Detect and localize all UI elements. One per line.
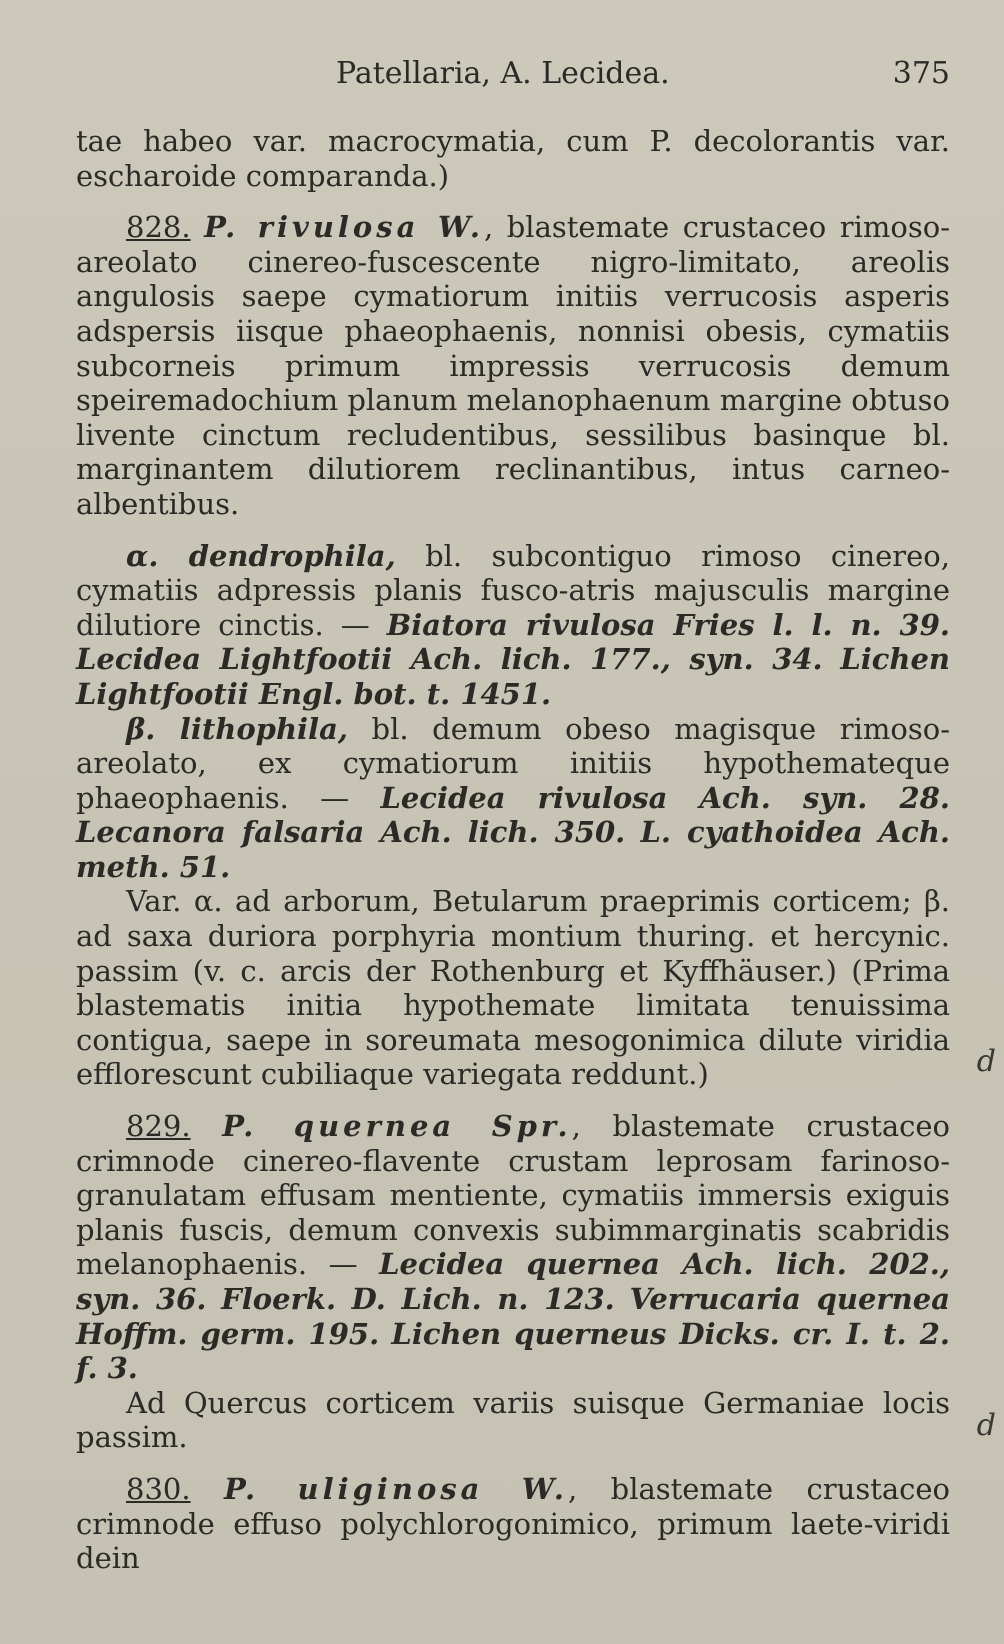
habitat-note: Var. α. ad arborum, Betularum praeprimis corticem; β. ad saxa duriora porphyria montium thuring. et hercynic. passim (v. c. arcis der Rothenburg et Kyffhäuser.) (Prima blastematis initia hypothemate limitata tenuissima contigua, saepe in soreumata mesogonimica dilute viridia efflorescunt cubiliaque variegata reddunt.) [76, 884, 950, 1092]
entry-830 [76, 1472, 950, 1576]
entry-number: 830. [126, 1471, 191, 1506]
reference: Lecidea rivulosa Ach. syn. 28. [380, 780, 950, 815]
species-name: P. rivulosa W. [204, 210, 484, 245]
entry-description: , blastemate crustaceo rimoso-areolato cinereo-fuscescente nigro-limitato, areolis angulosis saepe cymatiorum initiis verrucosis asperis adspersis iisque phaeophaenis, nonnisi obesis, cymatiis subcorneis primum impressis verrucosis demum speiremadochium planum melanophaenum margine obtuso livente cinctum recludentibus, sessilibus basinque bl. marginantem dilutiorem reclinantibus, intus carneo-albentibus. [76, 210, 950, 521]
reference: Lecidea Lightfootii Ach. lich. 177., syn. 34. [76, 642, 823, 677]
reference: Lecidea quernea Ach. lich. 202., syn. 36. [76, 1247, 950, 1316]
running-title: Patellaria, A. Lecidea. [336, 56, 670, 91]
variety-label: α. dendrophila, [126, 538, 396, 573]
variety-description: bl. subcontiguo rimoso cinereo, cymatiis adpressis planis fusco-atris majusculis margine dilutiore cinctis. — [76, 538, 950, 642]
margin-annotation: d [976, 1408, 996, 1443]
habitat-note: Ad Quercus corticem variis suisque Germaniae locis passim. [76, 1385, 950, 1455]
reference: Lecanora falsaria Ach. lich. 350. [76, 815, 626, 850]
variety-description: bl. demum obeso magisque rimoso-areolato, ex cymatiorum initiis hypothemateque phaeophaenis. — [76, 711, 950, 815]
entry-description: , blastemate crustaceo crimnode effuso polychlorogonimico, primum laete-viridi dein [76, 1471, 951, 1576]
entry-number: 828. [126, 210, 191, 245]
reference: Biatora rivulosa Fries l. l. n. 39. [386, 607, 951, 642]
page-body [76, 124, 950, 1576]
reference: Verrucaria quernea Hoffm. germ. 195. [76, 1282, 950, 1351]
page-number: 375 [892, 56, 950, 91]
variety-alpha [76, 539, 950, 712]
entry-description: , blastemate crustaceo crimnode cinereo-flavente crustam leprosam farinoso-granulatam effusam mentiente, cymatiis immersis exiguis planis fuscis, demum convexis subimmarginatis scabridis melanophaenis. — [76, 1109, 951, 1282]
entry-number: 829. [126, 1109, 191, 1144]
entry-828 [76, 210, 950, 521]
reference: L. cyathoidea Ach. meth. 51. [76, 815, 950, 884]
margin-annotation: d [976, 1044, 996, 1079]
reference: Lichen querneus Dicks. cr. I. t. 2. f. 3. [76, 1316, 951, 1386]
page-header [76, 56, 950, 96]
variety-label: β. lithophila, [126, 711, 348, 746]
species-name: P. quernea Spr. [222, 1109, 572, 1144]
reference: Floerk. D. Lich. n. 123. [221, 1282, 615, 1316]
entry-829 [76, 1109, 950, 1386]
paragraph-continuation: tae habeo var. macrocymatia, cum P. decolorantis var. escharoide comparanda.) [76, 124, 950, 193]
species-name: P. uliginosa W. [224, 1471, 568, 1506]
reference: Lichen Lightfootii Engl. bot. t. 1451. [76, 642, 951, 711]
variety-beta [76, 712, 950, 885]
